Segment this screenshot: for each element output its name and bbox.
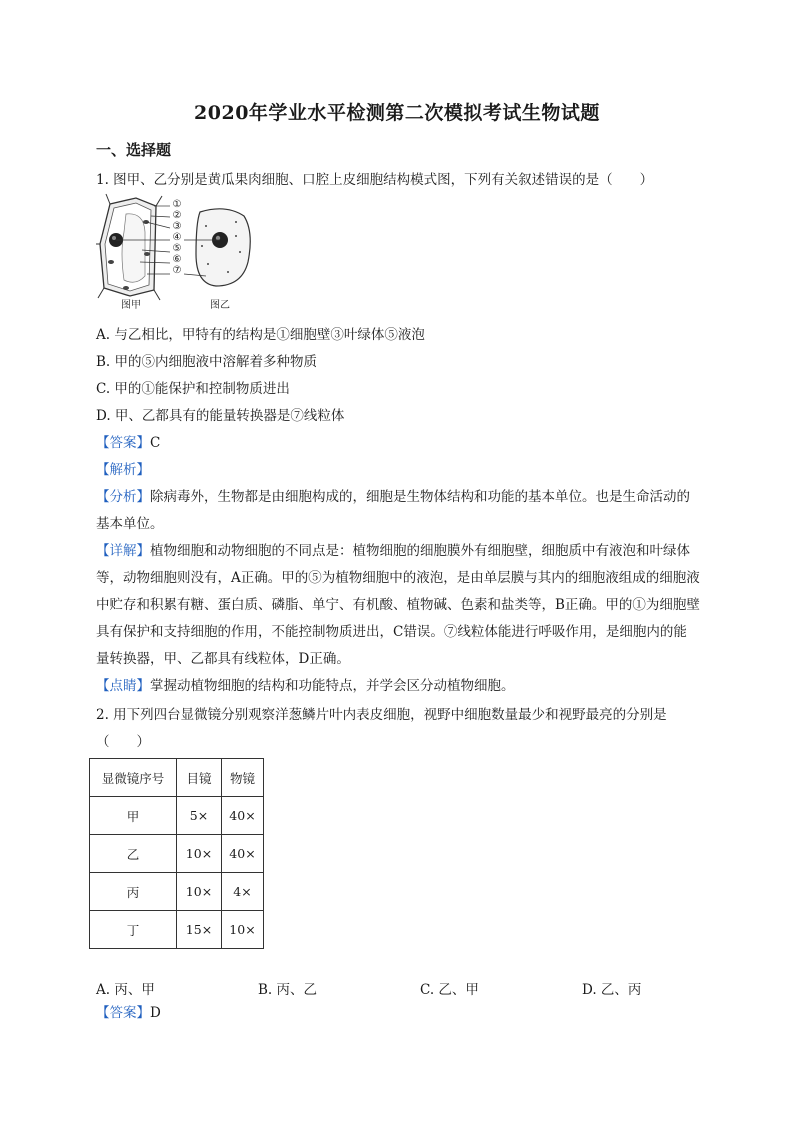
table-header-row <box>90 759 264 797</box>
q2-option-c: C. 乙、甲 <box>420 982 479 998</box>
q2-option-d: D. 乙、丙 <box>582 982 642 998</box>
answer-tag: 【答案】 <box>96 435 150 451</box>
figure-caption-right: 图乙 <box>210 300 230 311</box>
q1-analysis-tag: 【解析】 <box>96 462 150 478</box>
table-header: 显微镜序号 <box>90 759 177 797</box>
table-cell: 丙 <box>90 873 177 911</box>
microscope-table <box>89 758 264 949</box>
xiangjie-text: 植物细胞和动物细胞的不同点是：植物细胞的细胞膜外有细胞壁，细胞质中有液泡和叶绿体等，动物细胞则没有，A正确。甲的⑤为植物细胞中的液泡，是由单层膜与其内的细胞液组成的细胞液中贮存和积累有糖、蛋白质、磷脂、单宁、有机酸、植物碱、色素和盐类等，B正确。甲的①为细胞壁具有保护和支持细胞的作用，不能控制物质进出，C错误。⑦线粒体能进行呼吸作用，是细胞内的能量转换器，甲、乙都具有线粒体，D正确。 <box>96 543 700 667</box>
figure-label: ⑦ <box>172 265 182 276</box>
table-cell: 4× <box>222 873 264 911</box>
page-title: 2020年学业水平检测第二次模拟考试生物试题 <box>194 102 600 124</box>
q1-answer <box>96 434 160 452</box>
xiangjie-tag: 【详解】 <box>96 543 150 559</box>
table-cell: 10× <box>222 911 264 949</box>
q1-option-b: B. 甲的⑤内细胞液中溶解着多种物质 <box>96 354 318 370</box>
animal-cell <box>196 209 250 286</box>
q2-option-b: B. 丙、乙 <box>258 982 318 998</box>
table-row <box>90 911 264 949</box>
q1-option-d: D. 甲、乙都具有的能量转换器是⑦线粒体 <box>96 408 345 424</box>
table-row <box>90 797 264 835</box>
section-heading: 一、选择题 <box>96 141 172 159</box>
answer-value: C <box>150 435 161 451</box>
dianjing-text: 掌握动植物细胞的结构和功能特点，并学会区分动植物细胞。 <box>150 678 515 694</box>
table-header: 物镜 <box>222 759 264 797</box>
dianjing-tag: 【点睛】 <box>96 678 150 694</box>
figure-label: ③ <box>172 221 182 232</box>
fenxi-text: 除病毒外，生物都是由细胞构成的，细胞是生物体结构和功能的基本单位。也是生命活动的基本单位。 <box>96 489 690 532</box>
table-cell: 乙 <box>90 835 177 873</box>
table-header: 目镜 <box>177 759 222 797</box>
q1-fenxi <box>96 484 700 538</box>
table-cell: 10× <box>177 873 222 911</box>
table-cell: 40× <box>222 797 264 835</box>
table-cell: 丁 <box>90 911 177 949</box>
figure-label: ② <box>172 210 182 221</box>
question-2-stem: 2. 用下列四台显微镜分别观察洋葱鳞片叶内表皮细胞，视野中细胞数量最少和视野最亮的分别是（ ） <box>96 707 667 750</box>
figure-caption-left: 图甲 <box>121 300 141 311</box>
q1-option-a: A. 与乙相比，甲特有的结构是①细胞壁③叶绿体⑤液泡 <box>96 327 425 343</box>
table-cell: 5× <box>177 797 222 835</box>
answer-value: D <box>150 1005 161 1021</box>
q2-answer <box>96 1004 161 1022</box>
plant-vacuole <box>122 214 145 282</box>
fenxi-tag: 【分析】 <box>96 489 150 505</box>
figure-label: ⑥ <box>172 254 182 265</box>
question-1-stem: 1. 图甲、乙分别是黄瓜果肉细胞、口腔上皮细胞结构模式图，下列有关叙述错误的是（ ） <box>96 172 654 188</box>
q1-xiangjie <box>96 538 700 673</box>
table-row <box>90 873 264 911</box>
q1-dianjing <box>96 673 700 700</box>
figure-label: ① <box>172 199 182 210</box>
q2-option-a: A. 丙、甲 <box>96 982 155 998</box>
figure-label: ④ <box>172 232 182 243</box>
table-cell: 15× <box>177 911 222 949</box>
figure-labels <box>171 199 183 276</box>
answer-tag: 【答案】 <box>96 1005 150 1021</box>
table-cell: 10× <box>177 835 222 873</box>
table-cell: 甲 <box>90 797 177 835</box>
figure-label: ⑤ <box>172 243 182 254</box>
q1-option-c: C. 甲的①能保护和控制物质进出 <box>96 381 290 397</box>
table-cell: 40× <box>222 835 264 873</box>
cell-structure-figure <box>96 192 256 312</box>
table-row <box>90 835 264 873</box>
